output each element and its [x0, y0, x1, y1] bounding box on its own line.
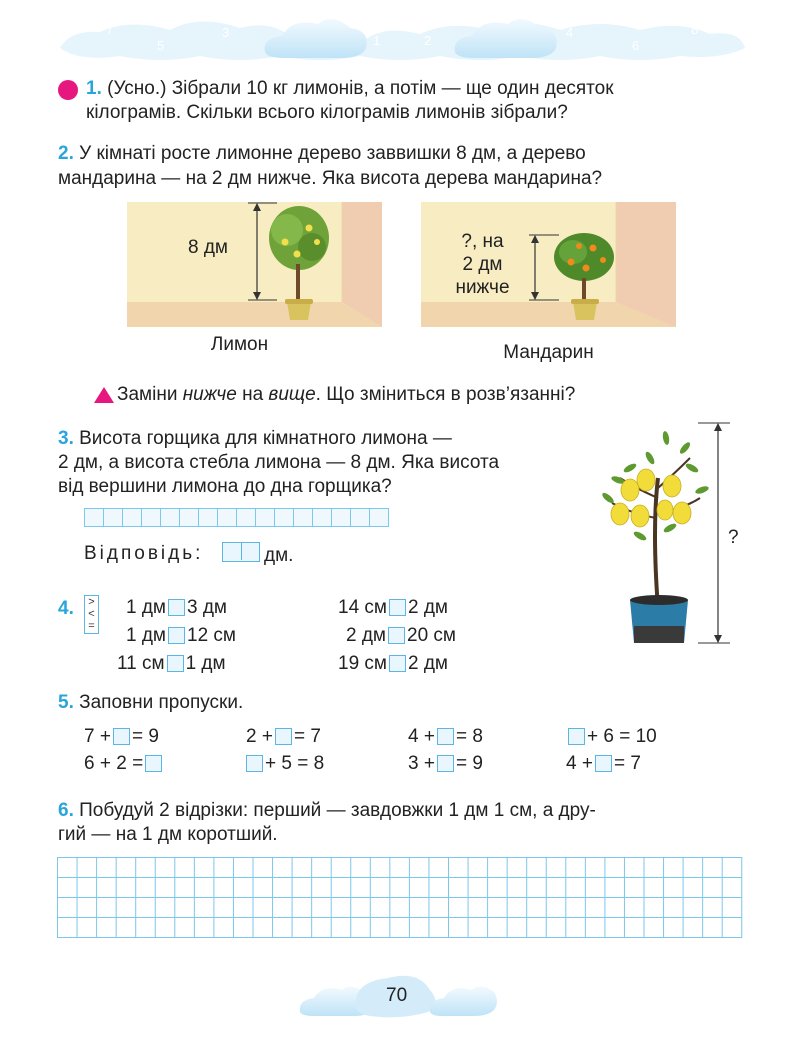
pink-triangle-marker [93, 386, 115, 404]
equation [408, 751, 483, 777]
equation-input-box[interactable] [113, 728, 130, 745]
compare-left-value: 14 см [338, 597, 387, 618]
task-2-line2: мандарина — на 2 дм нижче. Яка висота дерева мандарина? [58, 168, 603, 189]
answer-label: Відповідь: [84, 543, 204, 564]
equation-input-box[interactable] [275, 728, 292, 745]
equation-part: + 5 = 8 [265, 753, 325, 774]
equation-input-box[interactable] [568, 728, 585, 745]
lemon-room-illustration [127, 202, 382, 327]
mandarin-label-line3: нижче [455, 277, 510, 298]
equation [408, 724, 483, 750]
header-digit: 6 [632, 38, 640, 53]
compare-row [338, 595, 448, 621]
compare-left-value: 19 см [338, 653, 387, 674]
compare-right-value: 12 см [187, 625, 236, 646]
mandarin-label-line2: 2 дм [462, 254, 503, 275]
equation [244, 751, 324, 777]
mandarin-label-line1: ?, на [461, 231, 504, 252]
compare-left-value: 11 см [117, 653, 165, 674]
equation-part: 4 + [566, 753, 593, 774]
answer-unit: дм. [264, 545, 294, 566]
task-5 [58, 690, 243, 716]
sign-equal: = [88, 620, 95, 632]
potted-lemon-tree-picture [590, 418, 750, 650]
compare-input-box[interactable] [388, 627, 405, 644]
task-6 [58, 798, 758, 824]
equation [566, 751, 641, 777]
equation-input-box[interactable] [437, 755, 454, 772]
task-5-title: Заповни пропуски. [73, 692, 244, 713]
task-2-extra [117, 382, 717, 408]
header-digit: 2 [424, 33, 432, 48]
sign-less: < [88, 608, 95, 620]
compare-input-box[interactable] [168, 599, 185, 616]
task-3-answer-grid[interactable] [84, 508, 390, 528]
equation-part: 4 + [408, 726, 435, 747]
compare-input-box[interactable] [389, 655, 406, 672]
compare-right-value: 20 см [407, 625, 456, 646]
equation-input-box[interactable] [246, 755, 263, 772]
equation [84, 751, 164, 777]
task-3-line3: від вершини лимона до дна горщика? [58, 476, 392, 497]
extra-word-higher: вище [268, 384, 316, 405]
task-6-number: 6. [58, 800, 74, 821]
header-digit: 4 [566, 25, 574, 40]
compare-input-box[interactable] [167, 655, 184, 672]
header-clouds [0, 0, 800, 70]
equation-part: = 7 [293, 726, 321, 747]
compare-right-value: 3 дм [187, 597, 227, 618]
compare-left-value: 2 дм [346, 625, 386, 646]
task-1-line2: кілограмів. Скільки всього кілограмів лимонів зібрали? [86, 102, 568, 123]
equation-part: = 9 [455, 753, 483, 774]
equation-part: = 7 [613, 753, 641, 774]
compare-right-value: 2 дм [407, 653, 448, 674]
equation [246, 724, 321, 750]
task-3-text-line1: Висота горщика для кімнатного лимона — [73, 428, 452, 449]
equation-input-box[interactable] [595, 755, 612, 772]
task-1 [86, 76, 746, 102]
task-3-number: 3. [58, 428, 74, 449]
header-digit: 7 [106, 22, 114, 37]
header-digit: 3 [222, 25, 230, 40]
equation [566, 724, 657, 750]
compare-row [117, 651, 226, 677]
task-4-number: 4. [58, 598, 74, 619]
header-digit: 1 [373, 33, 381, 48]
comparison-signs-box [84, 595, 99, 634]
extra-text: . Що зміниться в розв’язанні? [315, 384, 576, 405]
header-digit: 0 [396, 14, 404, 29]
equation-part: 3 + [408, 753, 435, 774]
compare-row [346, 623, 456, 649]
task-2-number: 2. [58, 143, 74, 164]
task-2 [58, 141, 758, 167]
page-number: 70 [386, 985, 408, 1006]
task-3-line2: 2 дм, а висота стебла лимона — 8 дм. Яка висота [58, 452, 500, 473]
compare-row [126, 595, 227, 621]
equation [84, 724, 159, 750]
caption-mandarin: Мандарин [503, 342, 594, 363]
task-1-number: 1. [86, 78, 102, 99]
equation-input-box[interactable] [437, 728, 454, 745]
task-6-text-line1: Побудуй 2 відрізки: перший — завдовжки 1 дм 1 см, а дру- [73, 800, 596, 821]
answer-input[interactable] [222, 542, 260, 562]
drawing-grid[interactable] [57, 857, 743, 939]
equation-input-box[interactable] [145, 755, 162, 772]
lemon-height-label: 8 дм [188, 237, 228, 258]
equation-part: 7 + [84, 726, 111, 747]
header-digit: 8 [691, 22, 699, 37]
equation-part: + 6 = 10 [587, 726, 657, 747]
extra-text: Заміни [117, 384, 183, 405]
task-6-line2: гий — на 1 дм коротший. [58, 824, 278, 845]
equation-part: = 8 [455, 726, 483, 747]
sign-greater: > [88, 596, 95, 608]
compare-right-value: 1 дм [185, 653, 226, 674]
tree-height-label: ? [728, 527, 739, 548]
equation-part: = 9 [131, 726, 159, 747]
compare-row [126, 623, 236, 649]
lemon-tree-picture [127, 202, 382, 327]
compare-right-value: 2 дм [407, 597, 448, 618]
compare-left-value: 1 дм [126, 625, 166, 646]
compare-row [338, 651, 448, 677]
header-digit: 5 [157, 38, 165, 53]
equation-part: 6 + 2 = [84, 753, 144, 774]
task-3 [58, 426, 598, 452]
compare-input-box[interactable] [168, 627, 185, 644]
compare-input-box[interactable] [389, 599, 406, 616]
pink-circle-marker [58, 80, 78, 100]
extra-word-lower: нижче [182, 384, 237, 405]
compare-left-value: 1 дм [126, 597, 166, 618]
caption-lemon: Лимон [210, 334, 269, 355]
task-1-text-line1: (Усно.) Зібрали 10 кг лимонів, а потім — ще один десяток [101, 78, 614, 99]
extra-text: на [236, 384, 269, 405]
mandarin-height-label [440, 230, 525, 299]
equation-part: 2 + [246, 726, 273, 747]
task-5-number: 5. [58, 692, 74, 713]
task-2-text-line1: У кімнаті росте лимонне дерево заввишки 8 дм, а дерево [73, 143, 586, 164]
